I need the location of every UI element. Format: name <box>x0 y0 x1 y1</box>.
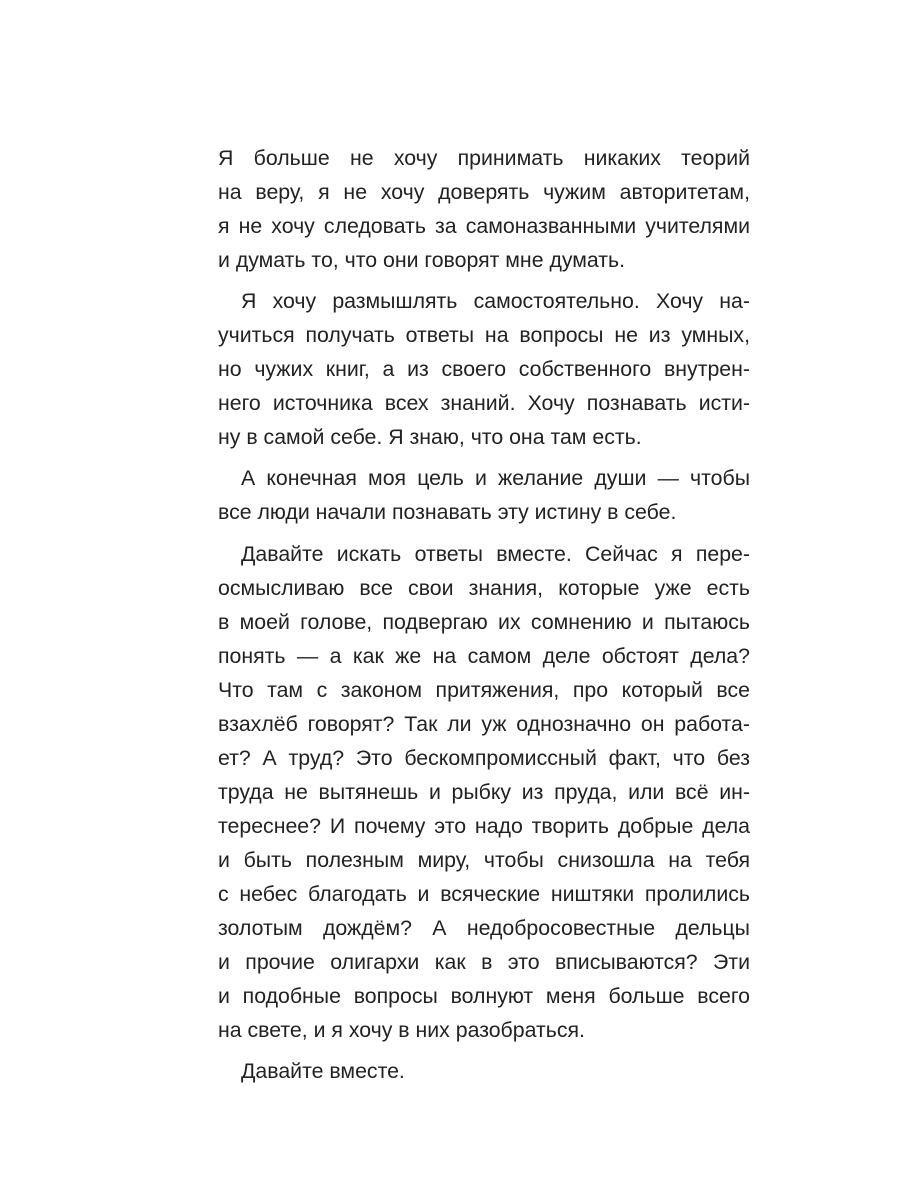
text-line: и думать то, что они говорят мне думать. <box>218 248 626 273</box>
text-line: золотым дождём? А недобросовестные дельцы <box>218 916 750 941</box>
text-line: и быть полезным миру, чтобы снизошла на тебя <box>218 847 750 872</box>
text-line: Что там с законом притяжения, про который все <box>218 677 750 702</box>
text-line: в моей голове, подвергаю их сомнению и пытаюсь <box>218 609 750 634</box>
text-line: Давайте искать ответы вместе. Сейчас я пере- <box>241 541 750 566</box>
text-line: Давайте вместе. <box>241 1059 405 1084</box>
text-line: Я больше не хочу принимать никаких теорий <box>218 146 750 170</box>
text-line: ну в самой себе. Я знаю, что она там есть. <box>218 425 642 450</box>
text-line: тереснее? И почему это надо творить добрые дела <box>218 813 750 838</box>
text-line: осмысливаю все свои знания, которые уже есть <box>218 575 750 600</box>
text-line: и прочие олигархи как в это вписываются? Эти <box>218 950 750 975</box>
text-line: на веру, я не хочу доверять чужим авторитетам, <box>218 180 750 205</box>
text-line: на свете, и я хочу в них разобраться. <box>218 1018 585 1043</box>
body-text <box>218 141 750 1088</box>
text-line: с небес благодать и всяческие ништяки пролились <box>218 881 750 906</box>
text-line: но чужих книг, а из своего собственного внутрен- <box>218 357 750 382</box>
text-line: А конечная моя цель и желание души — чтобы <box>241 466 750 491</box>
text-line: понять — а как же на самом деле обстоят дела? <box>218 643 750 668</box>
text-line: взахлёб говорят? Так ли уж однозначно он работа- <box>218 711 750 736</box>
text-line: и подобные вопросы волнуют меня больше всего <box>218 984 750 1009</box>
text-line: него источника всех знаний. Хочу познавать исти- <box>218 391 750 416</box>
text-line: все люди начали познавать эту истину в себе. <box>218 500 677 525</box>
text-line: учиться получать ответы на вопросы не из умных, <box>218 323 750 348</box>
text-line: я не хочу следовать за самоназванными учителями <box>218 214 750 239</box>
text-line: Я хочу размышлять самостоятельно. Хочу на- <box>241 289 750 314</box>
text-line: ет? А труд? Это бескомпромиссный факт, что без <box>218 745 750 770</box>
text-line: труда не вытянешь и рыбку из пруда, или всё ин- <box>218 779 750 804</box>
